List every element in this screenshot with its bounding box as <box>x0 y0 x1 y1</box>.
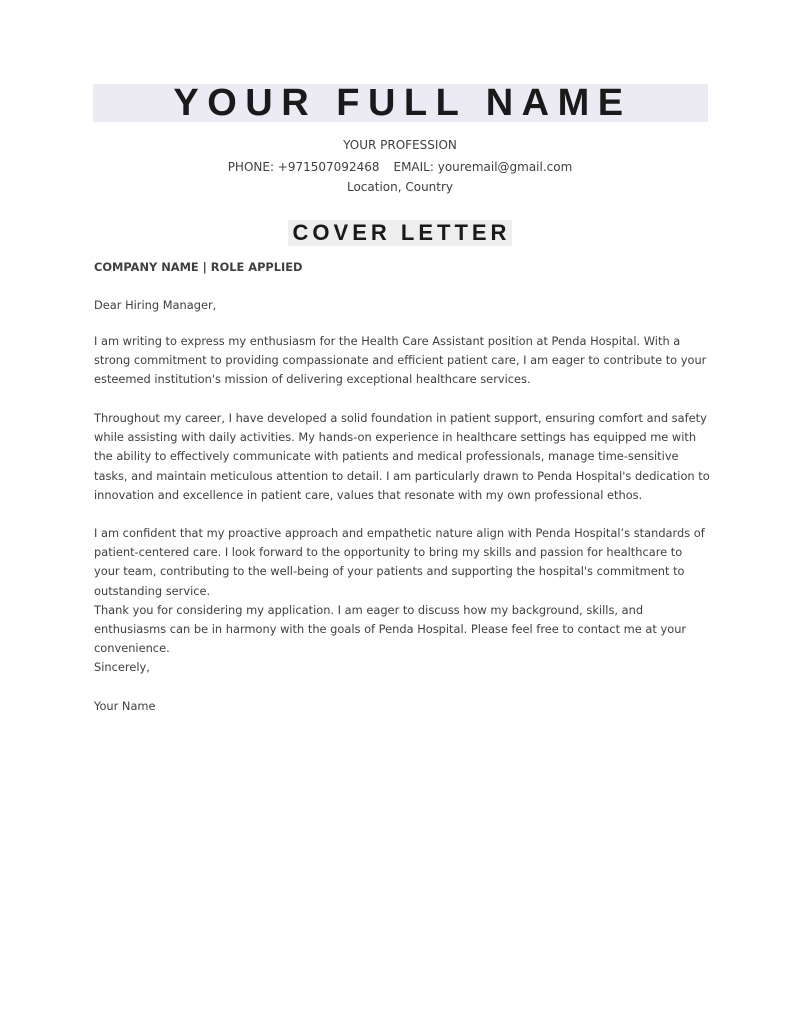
location-label: Location, Country <box>346 180 454 194</box>
full-name-heading: YOUR FULL NAME <box>173 82 632 124</box>
letter-paragraph-3: I am confident that my proactive approach and empathetic nature align with Penda Hospital’s standards of patient-centered care. I look forward to the opportunity to bring my skills and passion for healthcare to your team, contributing to the well-being of your patients and supporting the hospital's commitment to outstanding service. <box>94 526 705 598</box>
profession-label: YOUR PROFESSION <box>343 138 457 152</box>
salutation: Dear Hiring Manager, <box>94 298 217 312</box>
phone-number: PHONE: +971507092468 <box>227 160 380 174</box>
cover-letter-title-wrap <box>0 220 800 246</box>
letter-paragraph-1: I am writing to express my enthusiasm for the Health Care Assistant position at Penda Hospital. With a strong commitment to providing compassionate and efficient patient care, I am eager to contribute to your esteemed institution's mission of delivering exceptional healthcare services. <box>94 334 707 387</box>
signature-name: Your Name <box>94 699 156 713</box>
closing: Sincerely, <box>94 660 150 674</box>
company-role-line: COMPANY NAME | ROLE APPLIED <box>94 260 303 274</box>
letter-paragraph-4: Thank you for considering my application. I am eager to discuss how my background, skills, and enthusiasms can be in harmony with the goals of Penda Hospital. Please feel free to contact me at your convenience. <box>94 603 687 656</box>
letter-paragraph-2: Throughout my career, I have developed a solid foundation in patient support, ensuring comfort and safety while assisting with daily activities. My hands-on experience in healthcare settings has equipped me with the ability to effectively communicate with patients and medical professionals, manage time-sensitive tasks, and maintain meticulous attention to detail. I am particularly drawn to Penda Hospital's dedication to innovation and excellence in patient care, values that resonate with my own professional ethos. <box>94 411 710 502</box>
cover-letter-title: COVER LETTER <box>288 220 513 246</box>
email-address: EMAIL: youremail@gmail.com <box>393 160 573 174</box>
contact-line <box>0 160 800 174</box>
